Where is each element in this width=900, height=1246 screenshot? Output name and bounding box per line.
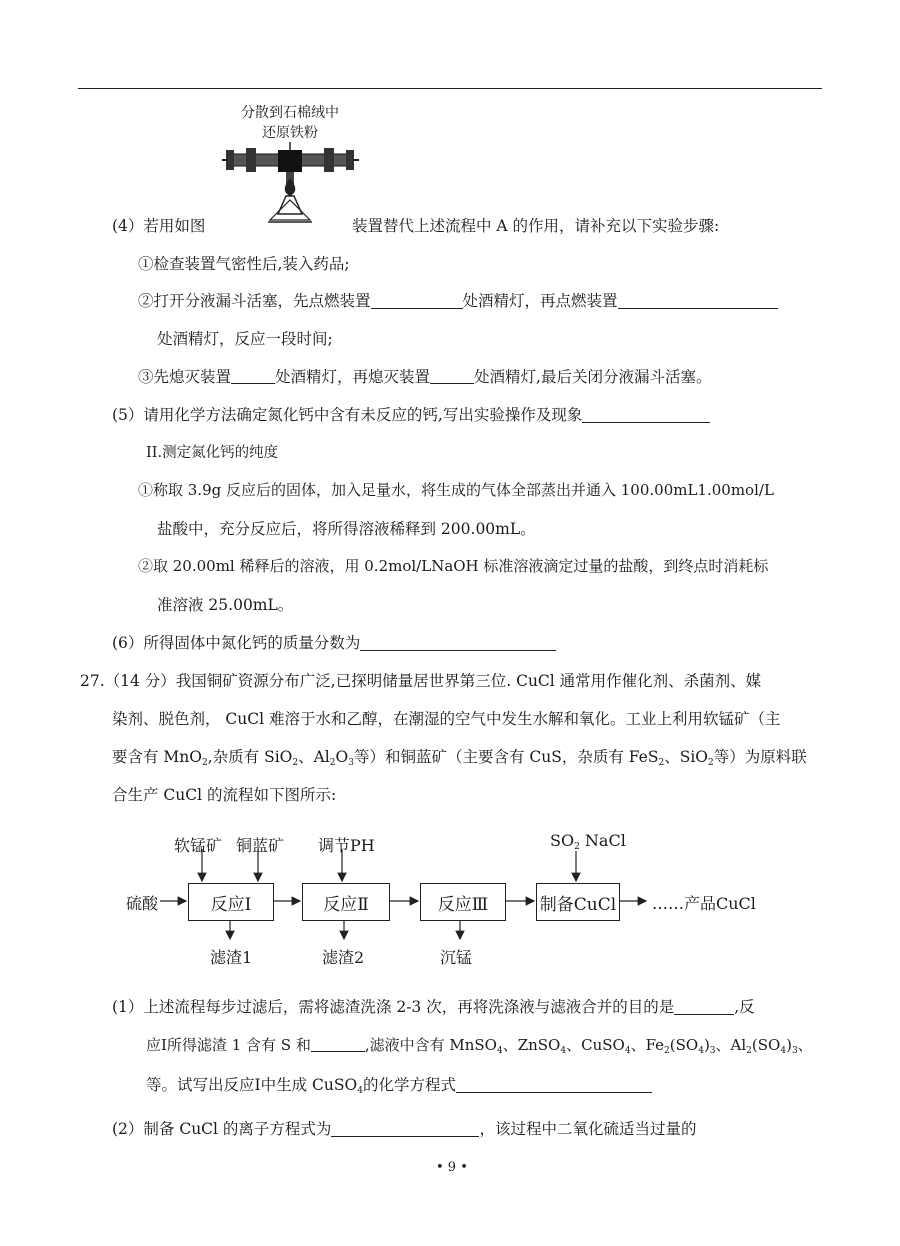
flow-reagent-so2: SO (550, 831, 575, 850)
q4-step2-line1 (138, 289, 778, 311)
subscript: 4 (698, 1046, 704, 1056)
q4-step2-text-a: ②打开分液漏斗活塞，先点燃装置 (138, 292, 371, 310)
q27-1-text: ) (703, 1036, 710, 1054)
q27-1-text: 的化学方程式 (362, 1076, 456, 1094)
q27-line3-text: 、Al (298, 748, 330, 766)
q27-1-text: 等。试写出反应Ⅰ中生成 CuSO (146, 1076, 358, 1094)
flow-output-manganese-precipitate: 沉锰 (440, 948, 473, 967)
flow-box-reaction-1: 反应Ⅰ (188, 883, 274, 921)
header-rule (78, 88, 822, 89)
apparatus-label-line2: 还原铁粉 (262, 125, 318, 141)
subscript: 2 (658, 758, 665, 768)
q27-1-line3 (146, 1073, 652, 1095)
process-flow-diagram (110, 825, 790, 975)
subscript: 2 (574, 842, 580, 852)
q27-2 (112, 1117, 696, 1139)
section2-title: II.测定氮化钙的纯度 (146, 445, 279, 461)
subscript: 4 (357, 1086, 363, 1096)
q27-1-line1 (112, 995, 755, 1017)
flow-output-residue-1: 滤渣1 (210, 948, 253, 967)
q27-line3-text: 等）为原料联 (713, 748, 807, 766)
answer-blank[interactable] (371, 292, 463, 309)
q4-step3-text-c: 处酒精灯,最后关闭分液漏斗活塞。 (474, 368, 712, 386)
q27-1-text: 、Fe (630, 1036, 665, 1054)
subscript: 2 (202, 758, 208, 768)
q27-1-text: ,反 (734, 998, 755, 1016)
q4-prefix: (4）若用如图 (112, 217, 206, 235)
flow-output-product: ……产品CuCl (652, 894, 756, 913)
q27-1-text: ) (786, 1036, 792, 1054)
subscript: 3 (791, 1046, 798, 1056)
section2-step1-line2: 盐酸中，充分反应后，将所得溶液稀释到 200.00mL。 (157, 520, 536, 538)
answer-blank[interactable] (582, 406, 710, 423)
answer-blank[interactable] (311, 1037, 365, 1052)
q4-suffix: 装置替代上述流程中 A 的作用，请补充以下实验步骤: (352, 217, 720, 235)
answer-blank[interactable] (618, 292, 778, 309)
q6 (112, 631, 556, 653)
flow-reagent-nacl: NaCl (584, 831, 626, 850)
q4-step3 (138, 365, 711, 387)
q27-2-text: ，该过程中二氧化硫适当过量的 (479, 1120, 697, 1138)
answer-blank[interactable] (360, 634, 556, 651)
q27-1-text: 、 (797, 1036, 813, 1054)
q27-1-text: ,滤液中含有 MnSO (364, 1036, 497, 1054)
page-number: • 9 • (436, 1160, 468, 1175)
q4-step3-text-a: ③先熄灭装置 (138, 368, 232, 386)
q27-1-text: 应Ⅰ所得滤渣 1 含有 S 和 (146, 1036, 311, 1054)
subscript: 2 (746, 1046, 752, 1056)
q4-step2-line2: 处酒精灯，反应一段时间; (157, 330, 333, 348)
q5-text: (5）请用化学方法确定氮化钙中含有未反应的钙,写出实验操作及现象 (112, 406, 583, 424)
subscript: 2 (292, 758, 299, 768)
subscript: 2 (708, 758, 714, 768)
apparatus-label-line1: 分散到石棉绒中 (241, 105, 339, 121)
flow-box-reaction-2: 反应Ⅱ (302, 883, 390, 921)
answer-blank[interactable] (430, 369, 474, 384)
q5 (112, 403, 710, 425)
q4-step1: ①检查装置气密性后,装入药品; (138, 255, 350, 273)
q27-line3-text: ,杂质有 SiO (207, 748, 293, 766)
q27-1-text: (SO (669, 1036, 699, 1054)
subscript: 4 (780, 1046, 787, 1056)
q27-1-text: 、CuSO (566, 1036, 625, 1054)
section2-step2-line1: ②取 20.00ml 稀释后的溶液，用 0.2mol/LNaOH 标准溶液滴定过量的盐酸，到终点时消耗标 (138, 557, 769, 575)
q27-line3 (112, 745, 807, 767)
q27-line3-text: 要含有 MnO (112, 748, 202, 766)
subscript: 2 (329, 758, 336, 768)
q4-step3-text-b: 处酒精灯，再熄灭装置 (275, 368, 431, 386)
q27-line2: 染剂、脱色剂， CuCl 难溶于水和乙醇，在潮湿的空气中发生水解和氧化。工业上利用软锰矿（主 (112, 710, 781, 728)
flow-input-reagents (550, 831, 626, 850)
q4-step2-text-b: 处酒精灯，再点燃装置 (462, 292, 618, 310)
q27-line3-text: 等）和铜蓝矿（主要含有 CuS，杂质有 FeS (353, 748, 659, 766)
subscript: 3 (348, 758, 354, 768)
q27-2-text: (2）制备 CuCl 的离子方程式为 (112, 1120, 332, 1138)
answer-blank[interactable] (674, 998, 734, 1015)
q27-line4: 合生产 CuCl 的流程如下图所示: (112, 786, 337, 804)
tube-furnace-drawing (220, 100, 360, 230)
section2-step1-line1: ①称取 3.9g 反应后的固体，加入足量水，将生成的气体全部蒸出并通入 100.00mL1.00mol/L (138, 481, 774, 499)
flow-input-sulfuric-acid: 硫酸 (126, 894, 159, 913)
q27-1-text: 、ZnSO (502, 1036, 561, 1054)
flow-input-pyrolusite: 软锰矿 (174, 836, 223, 855)
section2-step2-line2: 准溶液 25.00mL。 (157, 596, 294, 614)
subscript: 4 (560, 1046, 567, 1056)
q27-line1: 27.（14 分）我国铜矿资源分布广泛,已探明储量居世界第三位. CuCl 通常用作催化剂、杀菌剂、媒 (80, 672, 762, 690)
subscript: 2 (664, 1046, 670, 1056)
flow-box-prepare-cucl: 制备CuCl (536, 883, 620, 921)
answer-blank[interactable] (456, 1076, 652, 1093)
q27-1-text: 、Al (715, 1036, 747, 1054)
q27-line3-text: 、SiO (664, 748, 708, 766)
q27-1-text: (1）上述流程每步过滤后，需将滤渣洗涤 2-3 次，再将洗涤液与滤液合并的目的是 (112, 998, 675, 1016)
q27-line3-text: O (335, 748, 349, 766)
flow-box-reaction-3: 反应Ⅲ (420, 883, 506, 921)
answer-blank[interactable] (331, 1120, 479, 1137)
q6-text: (6）所得固体中氮化钙的质量分数为 (112, 634, 361, 652)
flow-input-covellite: 铜蓝矿 (236, 836, 285, 855)
subscript: 3 (709, 1046, 716, 1056)
flow-output-residue-2: 滤渣2 (322, 948, 365, 967)
apparatus-figure (220, 100, 360, 230)
answer-blank[interactable] (231, 369, 275, 384)
q27-1-line2 (146, 1034, 813, 1055)
subscript: 4 (496, 1046, 503, 1056)
subscript: 4 (624, 1046, 631, 1056)
q27-1-text: (SO (751, 1036, 781, 1054)
flow-input-adjust-ph: 调节PH (318, 836, 375, 855)
